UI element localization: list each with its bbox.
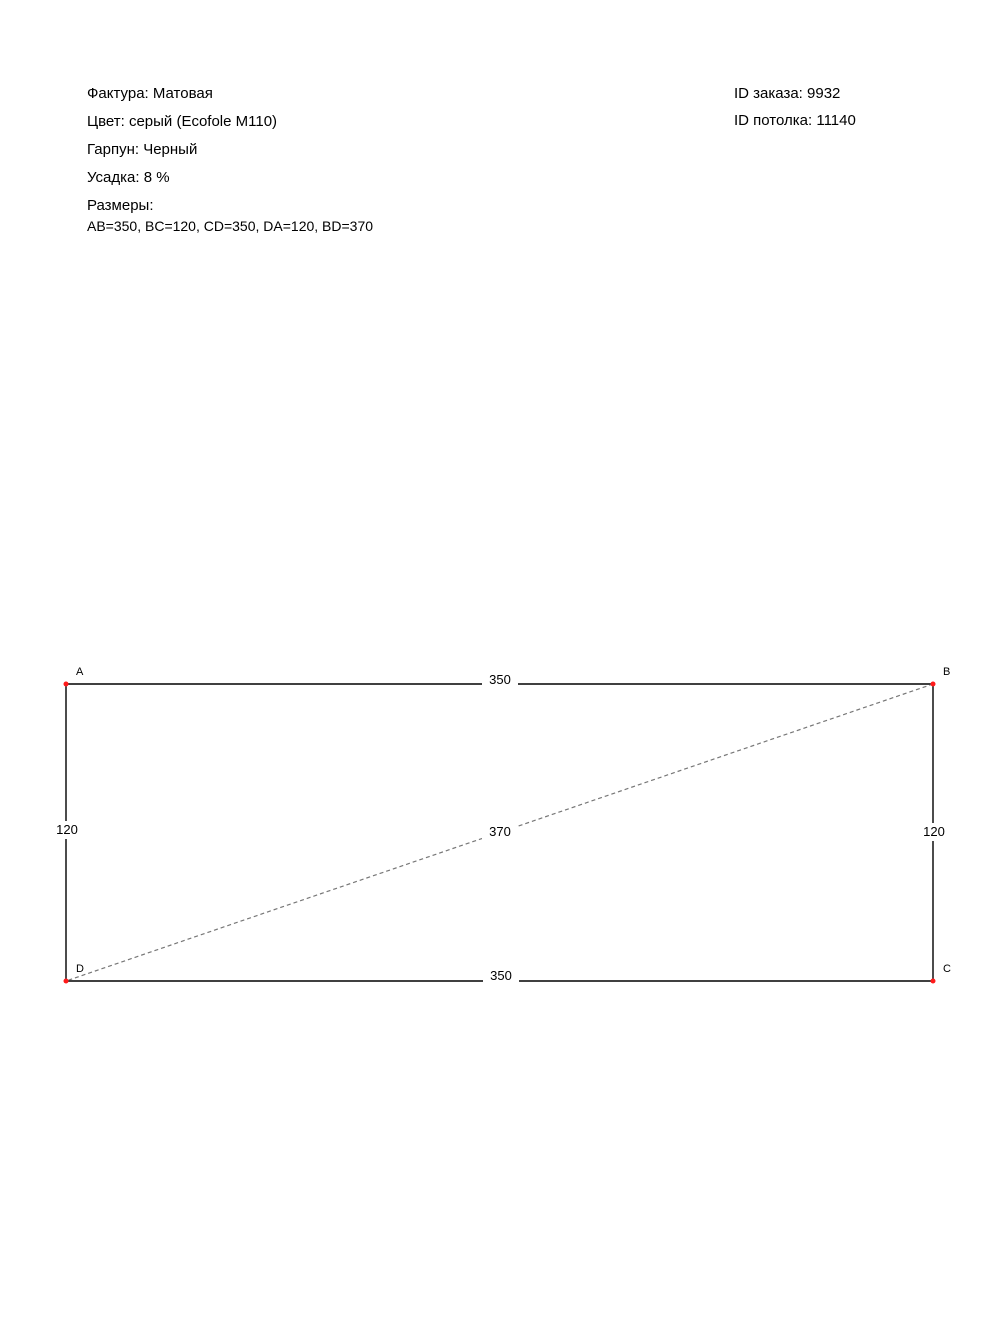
- vertex-d-point: [64, 979, 69, 984]
- harpoon-text: Гарпун: Черный: [87, 141, 198, 158]
- vertex-a-label: A: [76, 666, 84, 678]
- vertex-c-point: [931, 979, 936, 984]
- order-id-text: ID заказа: 9932: [734, 85, 841, 102]
- sizes-values: AB=350, BC=120, CD=350, DA=120, BD=370: [87, 218, 374, 234]
- vertex-a-point: [64, 682, 69, 687]
- length-bc-label: 120: [923, 824, 945, 839]
- length-cd-label: 350: [490, 968, 512, 983]
- length-bd-label: 370: [489, 824, 511, 839]
- vertex-b-point: [931, 682, 936, 687]
- length-ab-label: 350: [489, 672, 511, 687]
- length-da-label: 120: [56, 822, 78, 837]
- sizes-title: Размеры:: [87, 197, 154, 214]
- shrinkage-text: Усадка: 8 %: [87, 169, 170, 186]
- vertex-b-label: B: [943, 666, 951, 678]
- ceiling-id-text: ID потолка: 11140: [734, 112, 856, 129]
- texture-text: Фактура: Матовая: [87, 85, 213, 102]
- color-text: Цвет: серый (Ecofole M110): [87, 113, 278, 130]
- vertex-d-label: D: [76, 963, 84, 975]
- vertex-c-label: C: [943, 963, 951, 975]
